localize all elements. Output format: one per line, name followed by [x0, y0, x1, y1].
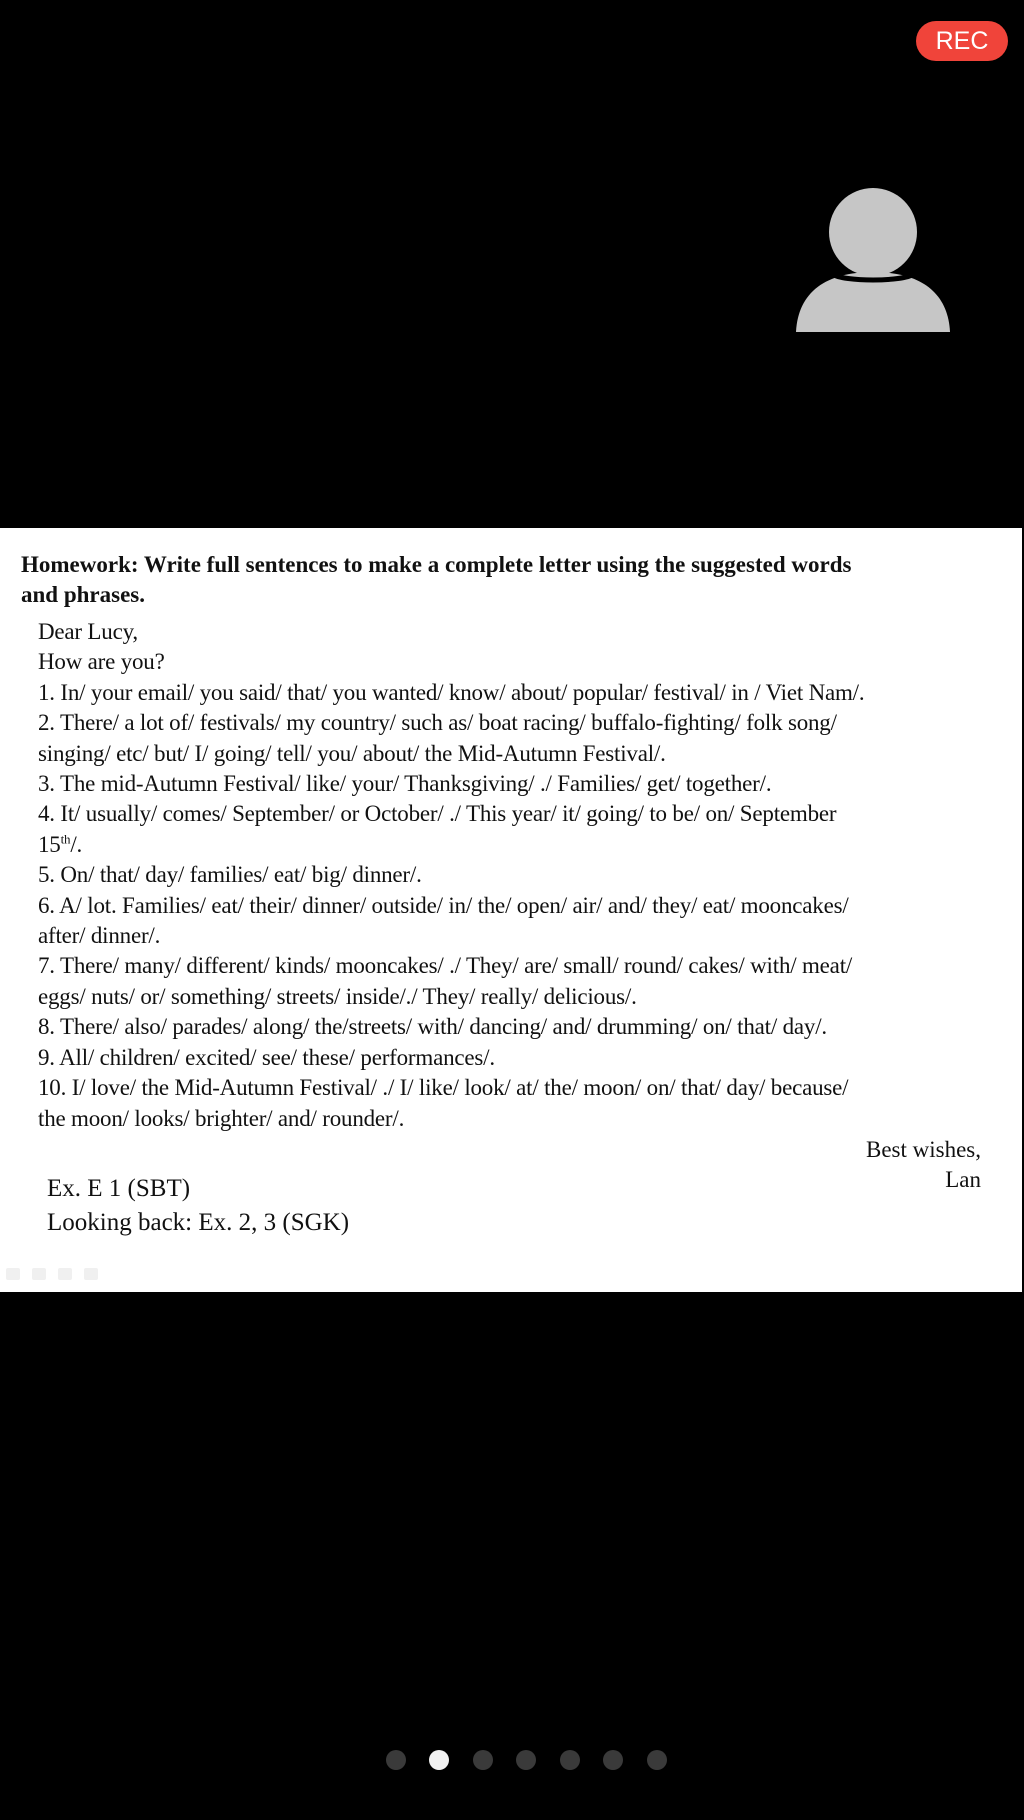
homework-heading [21, 550, 981, 610]
page-dot[interactable] [560, 1750, 580, 1770]
letter-line-date [38, 830, 1000, 860]
letter-line: 6. A/ lot. Families/ eat/ their/ dinner/ outside/ in/ the/ open/ air/ and/ they/ eat/ mooncakes/ [38, 892, 849, 918]
page-dot[interactable] [603, 1750, 623, 1770]
letter-line: 2. There/ a lot of/ festivals/ my country/ such as/ boat racing/ buffalo-fighting/ folk song/ [38, 710, 837, 736]
page-dot[interactable] [516, 1750, 536, 1770]
person-silhouette-icon [796, 188, 950, 332]
letter-line: 9. All/ children/ excited/ see/ these/ performances/. [38, 1044, 495, 1070]
assignment-sbt: Ex. E 1 (SBT) [47, 1175, 191, 1202]
letter-closing [866, 1135, 981, 1196]
screen-icon [58, 1268, 72, 1280]
menu-icon [84, 1268, 98, 1280]
signature: Lan [945, 1167, 981, 1193]
pen-icon [32, 1268, 46, 1280]
letter-line: 5. On/ that/ day/ families/ eat/ big/ dinner/. [38, 862, 422, 888]
letter-line: 4. It/ usually/ comes/ September/ or October/ ./ This year/ it/ going/ to be/ on/ September [38, 801, 837, 827]
shared-slide [0, 528, 1022, 1292]
letter-line: 8. There/ also/ parades/ along/ the/streets/ with/ dancing/ and/ drumming/ on/ that/ day/. [38, 1014, 827, 1040]
letter-line: eggs/ nuts/ or/ something/ streets/ inside/./ They/ really/ delicious/. [38, 983, 637, 1009]
heading-line-2: and phrases. [21, 582, 145, 607]
letter-line: after/ dinner/. [38, 923, 161, 949]
letter-line: singing/ etc/ but/ I/ going/ tell/ you/ about/ the Mid-Autumn Festival/. [38, 740, 666, 766]
date-tail: /. [70, 831, 83, 857]
letter-greeting: Dear Lucy, [38, 619, 138, 644]
letter-opening: How are you? [38, 649, 165, 675]
letter-line: 1. In/ your email/ you said/ that/ you wanted/ know/ about/ popular/ festival/ in / Viet Nam/. [38, 679, 865, 705]
slide-toolbar [6, 1268, 98, 1280]
participant-avatar [796, 188, 950, 332]
letter-line: the moon/ looks/ brighter/ and/ rounder/. [38, 1105, 405, 1131]
letter-line: 3. The mid-Autumn Festival/ like/ your/ Thanksgiving/ ./ Families/ get/ together/. [38, 771, 772, 797]
page-dot-active[interactable] [429, 1750, 449, 1770]
heading-line-1: Homework: Write full sentences to make a complete letter using the suggested words [21, 552, 852, 577]
page-indicator [0, 1750, 1024, 1770]
recording-badge[interactable]: REC [916, 21, 1008, 61]
assignment-sgk: Looking back: Ex. 2, 3 (SGK) [47, 1209, 350, 1236]
date-suffix: th [60, 831, 71, 847]
date-number: 15 [38, 831, 61, 857]
letter-line: 7. There/ many/ different/ kinds/ mooncakes/ ./ They/ are/ small/ round/ cakes/ with/ meat/ [38, 953, 853, 979]
page-dot[interactable] [647, 1750, 667, 1770]
letter-body [38, 617, 1000, 1134]
back-arrow-icon [6, 1268, 20, 1280]
page-dot[interactable] [473, 1750, 493, 1770]
closing-phrase: Best wishes, [866, 1137, 981, 1162]
page-dot[interactable] [386, 1750, 406, 1770]
homework-assignments [47, 1172, 349, 1240]
letter-line: 10. I/ love/ the Mid-Autumn Festival/ ./ I/ like/ look/ at/ the/ moon/ on/ that/ day/ because/ [38, 1075, 849, 1101]
